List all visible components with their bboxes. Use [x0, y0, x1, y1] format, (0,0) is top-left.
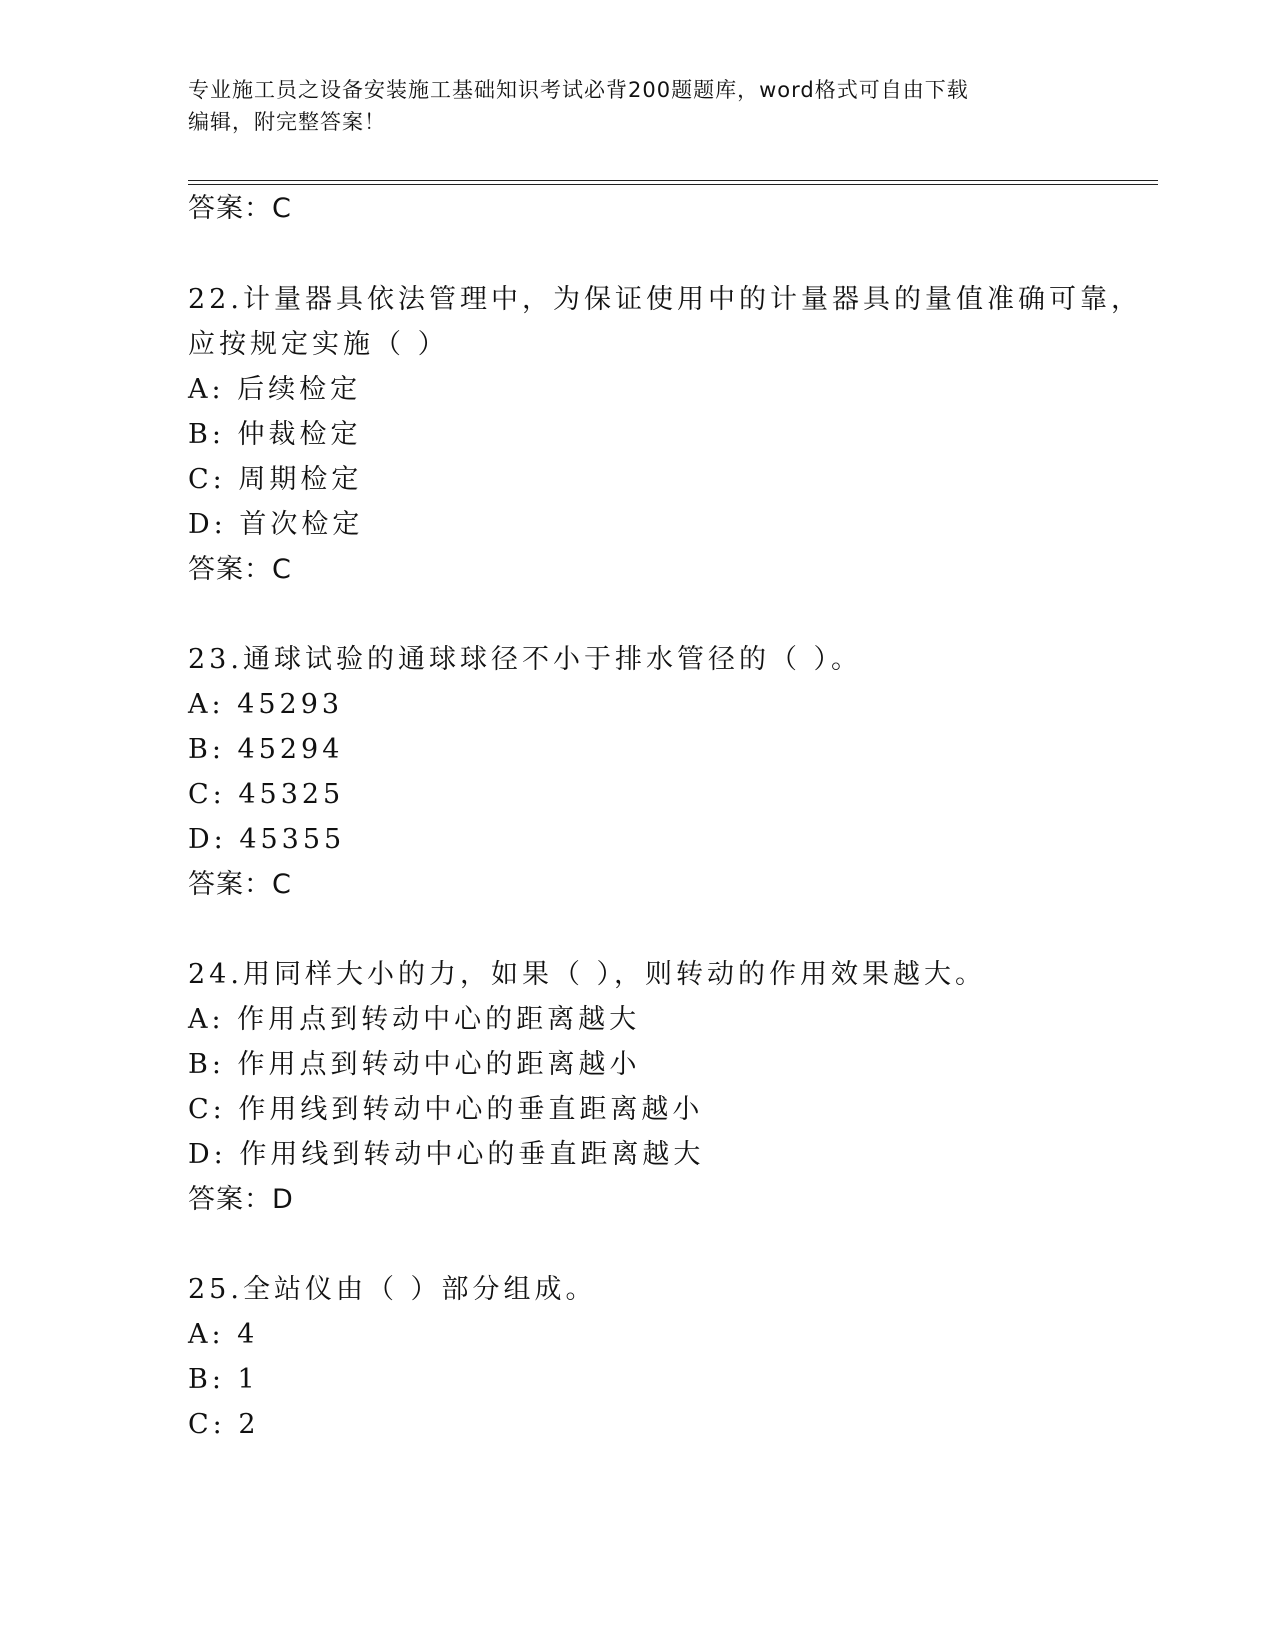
question-22-option-c: C: 周期检定 [188, 464, 363, 495]
question-25-stem-line-1: 25.全站仪由（ ）部分组成。 [188, 1274, 597, 1305]
question-23-option-c: C: 45325 [188, 779, 345, 810]
question-24-option-c: C: 作用线到转动中心的垂直距离越小 [188, 1094, 704, 1125]
question-24-option-d: D: 作用线到转动中心的垂直距离越大 [188, 1139, 705, 1170]
header-line-1: 专业施工员之设备安装施工基础知识考试必背200题题库，word格式可自由下载 [188, 78, 969, 102]
header-line-2: 编辑，附完整答案！ [188, 110, 386, 134]
question-23-stem-line-1: 23.通球试验的通球球径不小于排水管径的（ ）。 [188, 644, 863, 675]
question-24-option-a: A: 作用点到转动中心的距离越大 [188, 1004, 641, 1035]
question-22-option-d: D: 首次检定 [188, 509, 364, 540]
question-22-stem-line-1: 22.计量器具依法管理中，为保证使用中的计量器具的量值准确可靠， [188, 284, 1142, 315]
header-divider-top [188, 180, 1158, 181]
question-25-option-a: A: 4 [188, 1319, 259, 1350]
question-22-stem-line-2: 应按规定实施（ ） [188, 329, 449, 360]
question-22-option-b: B: 仲裁检定 [188, 419, 362, 450]
header-divider-bottom [188, 184, 1158, 185]
question-25-option-b: B: 1 [188, 1364, 259, 1395]
question-24-option-b: B: 作用点到转动中心的距离越小 [188, 1049, 641, 1080]
question-24-answer: 答案：D [188, 1184, 294, 1215]
question-23-option-a: A: 45293 [188, 689, 344, 720]
question-22-answer: 答案：C [188, 554, 292, 585]
page-header [188, 74, 1068, 138]
question-23-option-b: B: 45294 [188, 734, 344, 765]
previous-answer: 答案：C [188, 193, 292, 224]
question-22-option-a: A: 后续检定 [188, 374, 362, 405]
question-25-option-c: C: 2 [188, 1409, 260, 1440]
question-24-stem-line-1: 24.用同样大小的力，如果（ ），则转动的作用效果越大。 [188, 959, 987, 990]
question-23-option-d: D: 45355 [188, 824, 346, 855]
question-23-answer: 答案：C [188, 869, 292, 900]
